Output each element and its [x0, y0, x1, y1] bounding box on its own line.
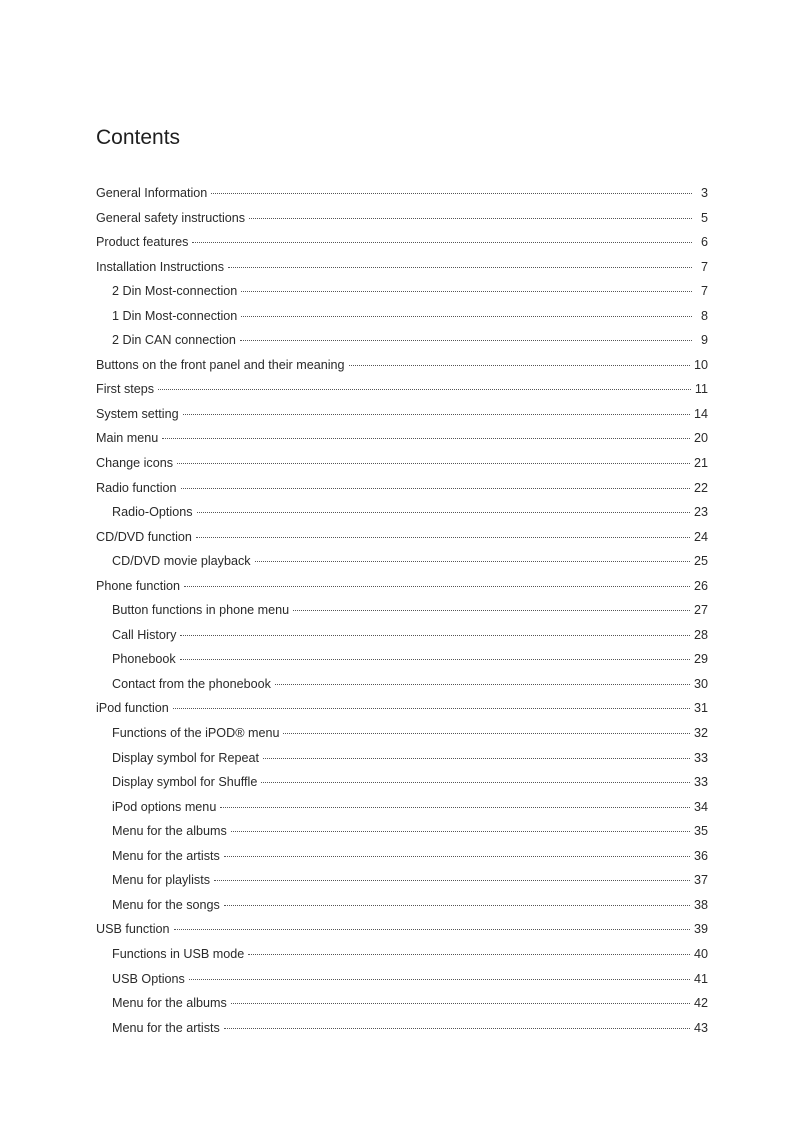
- toc-entry[interactable]: [96, 944, 708, 969]
- toc-entry[interactable]: [96, 379, 708, 404]
- toc-entry-label: Radio function: [96, 480, 177, 495]
- page-title: Contents: [96, 126, 181, 149]
- dot-leader: [214, 880, 690, 881]
- toc-entry[interactable]: [96, 355, 708, 380]
- toc-entry-page-number: 32: [693, 726, 708, 741]
- toc-entry-label: 1 Din Most-connection: [112, 308, 238, 323]
- toc-entry-label: Display symbol for Shuffle: [112, 775, 258, 790]
- toc-entry-label: Button functions in phone menu: [112, 603, 290, 618]
- toc-entry-page-number: 20: [693, 431, 708, 446]
- toc-entry-label: Menu for the albums: [112, 996, 227, 1011]
- toc-entry-page-number: 33: [693, 775, 708, 790]
- toc-entry[interactable]: [96, 674, 708, 699]
- dot-leader: [197, 512, 690, 513]
- dot-leader: [224, 1028, 690, 1029]
- dot-leader: [220, 807, 690, 808]
- dot-leader: [177, 463, 690, 464]
- toc-entry-label: Menu for the songs: [112, 897, 220, 912]
- dot-leader: [241, 316, 692, 317]
- toc-entry-page-number: 41: [693, 971, 708, 986]
- dot-leader: [240, 340, 692, 341]
- toc-entry-label: First steps: [96, 382, 155, 397]
- toc-entry-page-number: 7: [700, 284, 708, 299]
- toc-entry-page-number: 42: [693, 996, 708, 1011]
- table-of-contents: [96, 183, 708, 1042]
- toc-entry[interactable]: [96, 428, 708, 453]
- toc-entry-page-number: 39: [693, 922, 708, 937]
- dot-leader: [184, 586, 690, 587]
- toc-entry-label: iPod function: [96, 701, 169, 716]
- dot-leader: [158, 389, 691, 390]
- toc-entry[interactable]: [96, 698, 708, 723]
- dot-leader: [283, 733, 690, 734]
- dot-leader: [231, 1003, 690, 1004]
- toc-entry-label: Installation Instructions: [96, 259, 225, 274]
- toc-entry[interactable]: [96, 895, 708, 920]
- toc-entry-page-number: 28: [693, 627, 708, 642]
- toc-entry-label: Call History: [112, 627, 177, 642]
- toc-entry-page-number: 35: [693, 824, 708, 839]
- toc-entry[interactable]: [96, 821, 708, 846]
- toc-entry-label: Menu for playlists: [112, 873, 210, 888]
- toc-entry-label: 2 Din Most-connection: [112, 284, 238, 299]
- toc-entry-label: General safety instructions: [96, 210, 246, 225]
- dot-leader: [173, 708, 690, 709]
- toc-entry-label: Main menu: [96, 431, 159, 446]
- toc-entry-page-number: 27: [693, 603, 708, 618]
- toc-entry-label: 2 Din CAN connection: [112, 333, 236, 348]
- toc-entry-page-number: 24: [693, 529, 708, 544]
- toc-entry[interactable]: [96, 281, 708, 306]
- dot-leader: [263, 758, 690, 759]
- toc-entry-label: Display symbol for Repeat: [112, 750, 259, 765]
- toc-entry-label: Radio-Options: [112, 505, 193, 520]
- toc-entry-label: Buttons on the front panel and their meaning: [96, 357, 345, 372]
- toc-entry[interactable]: [96, 797, 708, 822]
- toc-entry[interactable]: [96, 306, 708, 331]
- toc-entry[interactable]: [96, 527, 708, 552]
- toc-entry-label: Contact from the phonebook: [112, 676, 271, 691]
- toc-entry-page-number: 37: [693, 873, 708, 888]
- toc-entry-page-number: 3: [700, 186, 708, 200]
- toc-entry-page-number: 10: [693, 357, 708, 372]
- toc-entry-page-number: 6: [700, 235, 708, 250]
- toc-entry[interactable]: [96, 600, 708, 625]
- toc-entry-page-number: 8: [700, 308, 708, 323]
- toc-entry-page-number: 5: [700, 210, 708, 225]
- toc-entry[interactable]: [96, 478, 708, 503]
- toc-entry[interactable]: [96, 748, 708, 773]
- toc-entry-page-number: 43: [693, 1020, 708, 1035]
- toc-entry-page-number: 38: [693, 897, 708, 912]
- toc-entry-label: Menu for the albums: [112, 824, 227, 839]
- dot-leader: [192, 242, 692, 243]
- dot-leader: [275, 684, 690, 685]
- toc-entry[interactable]: [96, 232, 708, 257]
- toc-entry-label: USB Options: [112, 971, 185, 986]
- toc-entry-page-number: 26: [693, 578, 708, 593]
- dot-leader: [228, 267, 692, 268]
- dot-leader: [255, 561, 690, 562]
- toc-entry-page-number: 7: [700, 259, 708, 274]
- toc-entry[interactable]: [96, 919, 708, 944]
- toc-entry-page-number: 29: [693, 652, 708, 667]
- toc-entry-page-number: 11: [694, 382, 708, 397]
- toc-entry-label: USB function: [96, 922, 170, 937]
- toc-entry-label: Phone function: [96, 578, 181, 593]
- toc-entry-page-number: 25: [693, 554, 708, 569]
- dot-leader: [293, 610, 690, 611]
- dot-leader: [249, 218, 692, 219]
- toc-entry[interactable]: [96, 625, 708, 650]
- toc-entry-page-number: 36: [693, 848, 708, 863]
- toc-entry[interactable]: [96, 330, 708, 355]
- toc-entry-label: CD/DVD function: [96, 529, 192, 544]
- toc-entry[interactable]: [96, 576, 708, 601]
- toc-entry-label: Change icons: [96, 456, 174, 471]
- dot-leader: [196, 537, 690, 538]
- toc-entry-page-number: 23: [693, 505, 708, 520]
- dot-leader: [261, 782, 690, 783]
- toc-entry-page-number: 31: [693, 701, 708, 716]
- toc-entry-label: CD/DVD movie playback: [112, 554, 251, 569]
- toc-entry[interactable]: [96, 1018, 708, 1043]
- dot-leader: [224, 905, 690, 906]
- toc-entry[interactable]: [96, 502, 708, 527]
- toc-entry-label: Menu for the artists: [112, 1020, 220, 1035]
- dot-leader: [248, 954, 690, 955]
- toc-entry-page-number: 30: [693, 676, 708, 691]
- toc-entry-label: System setting: [96, 406, 179, 421]
- toc-entry[interactable]: [96, 772, 708, 797]
- toc-entry[interactable]: [96, 404, 708, 429]
- dot-leader: [231, 831, 690, 832]
- toc-entry-page-number: 21: [693, 456, 708, 471]
- toc-entry-label: Functions in USB mode: [112, 946, 245, 961]
- toc-entry[interactable]: [96, 723, 708, 748]
- toc-entry-label: Functions of the iPOD® menu: [112, 726, 280, 741]
- dot-leader: [241, 291, 692, 292]
- toc-entry-label: Product features: [96, 235, 189, 250]
- dot-leader: [211, 193, 692, 194]
- toc-entry-label: Phonebook: [112, 652, 176, 667]
- toc-entry[interactable]: [96, 846, 708, 871]
- dot-leader: [224, 856, 690, 857]
- toc-entry-label: iPod options menu: [112, 799, 217, 814]
- dot-leader: [162, 438, 690, 439]
- toc-entry-page-number: 9: [700, 333, 708, 348]
- dot-leader: [180, 659, 690, 660]
- toc-entry[interactable]: [96, 993, 708, 1018]
- toc-entry[interactable]: [96, 969, 708, 994]
- toc-entry[interactable]: [96, 551, 708, 576]
- dot-leader: [174, 929, 690, 930]
- toc-entry-page-number: 40: [693, 946, 708, 961]
- dot-leader: [349, 365, 690, 366]
- toc-entry-page-number: 22: [693, 480, 708, 495]
- dot-leader: [189, 979, 690, 980]
- toc-entry[interactable]: [96, 870, 708, 895]
- toc-entry-page-number: 33: [693, 750, 708, 765]
- toc-entry[interactable]: [96, 649, 708, 674]
- dot-leader: [181, 488, 690, 489]
- toc-entry-label: Menu for the artists: [112, 848, 220, 863]
- toc-entry-page-number: 14: [693, 406, 708, 421]
- dot-leader: [180, 635, 690, 636]
- toc-entry-label: General Information: [96, 186, 208, 200]
- toc-entry[interactable]: [96, 208, 708, 233]
- dot-leader: [183, 414, 690, 415]
- toc-entry[interactable]: [96, 453, 708, 478]
- toc-entry[interactable]: [96, 257, 708, 282]
- toc-entry[interactable]: [96, 183, 708, 208]
- toc-entry-page-number: 34: [693, 799, 708, 814]
